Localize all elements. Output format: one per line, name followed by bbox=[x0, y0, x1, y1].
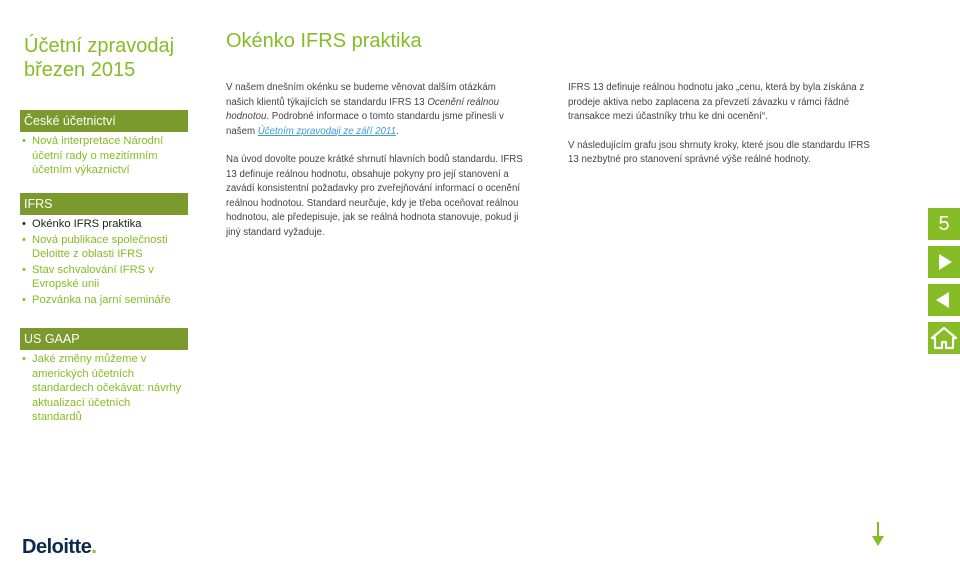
section-us-gaap-list bbox=[22, 352, 182, 426]
sidebar-link[interactable]: • Jaké změny můžeme v amerických účetních standardech očekávat: návrhy aktualizací účetních standardů bbox=[22, 352, 182, 425]
intro-text: V našem dnešním okénku se budeme věnovat dalším otázkám našich klientů týkajících se standardu IFRS 13 bbox=[226, 82, 496, 108]
prev-page-button[interactable] bbox=[928, 284, 960, 316]
section-ceske-ucetnictvi[interactable]: České účetnictví bbox=[20, 110, 188, 132]
deloitte-logo bbox=[22, 536, 96, 559]
page-number: 5 bbox=[928, 208, 960, 240]
logo-dot: . bbox=[91, 536, 97, 558]
play-right-icon bbox=[928, 246, 960, 278]
home-icon bbox=[928, 322, 960, 354]
sidebar bbox=[0, 0, 188, 582]
logo-text: Deloitte bbox=[22, 536, 92, 558]
section-us-gaap[interactable]: US GAAP bbox=[20, 328, 188, 350]
intro-text-2: . Podrobné informace o tomto standardu jsme přinesli v našem bbox=[226, 111, 504, 137]
section-ceske-ucetnictvi-list bbox=[22, 134, 182, 179]
sidebar-link[interactable]: • Pozvánka na jarní semináře bbox=[22, 293, 182, 308]
standard-name: Ocenění reálnou hodnotou bbox=[226, 96, 500, 122]
publication-title-line1: Účetní zpravodaj bbox=[24, 35, 175, 57]
summary-paragraph: Na úvod dovolte pouze krátké shrnutí hlavních bodů standardu. IFRS 13 definuje reálnou hodnotu, obsahuje pokyny pro její stanovení a zavádí konsistentní požadavky pro zveřejňování informací o ocenění reálnou hodnotou. Standard neurčuje, kdy je třeba oceňovat reálnou hodnotou, ale předepisuje, jak se reálná hodnota stanovuje, pokud ji jiný standard vyžaduje. bbox=[226, 154, 523, 238]
home-button[interactable] bbox=[928, 322, 960, 354]
zpravodaj-link[interactable]: Účetním zpravodaji ze září 2011 bbox=[257, 125, 396, 137]
page-title: Okénko IFRS praktika bbox=[226, 30, 422, 52]
sidebar-link-active[interactable]: • Okénko IFRS praktika bbox=[22, 217, 182, 232]
section-ifrs-list bbox=[22, 217, 182, 308]
scroll-down-arrow-icon[interactable] bbox=[868, 520, 888, 548]
intro-text-3: . bbox=[395, 125, 399, 137]
sidebar-link[interactable]: • Nová publikace společnosti Deloitte z oblasti IFRS bbox=[22, 233, 182, 262]
sidebar-link[interactable]: • Stav schvalování IFRS v Evropské unii bbox=[22, 263, 182, 292]
graph-intro-paragraph: V následujícím grafu jsou shrnuty kroky, které jsou dle standardu IFRS 13 nezbytné pro stanovení správné výše reálné hodnoty. bbox=[568, 139, 870, 165]
publication-title bbox=[24, 34, 174, 82]
definition-paragraph: IFRS 13 definuje reálnou hodnotu jako „cenu, která by byla získána z prodeje aktiva nebo zaplacena za převzetí závazku v rámci řádné transakce mezi účastníky trhu ke dni ocenění“. bbox=[568, 82, 865, 122]
intro-paragraph bbox=[226, 81, 526, 139]
publication-date: březen 2015 bbox=[24, 59, 136, 81]
column-left bbox=[226, 81, 526, 254]
next-page-button[interactable] bbox=[928, 246, 960, 278]
section-ifrs[interactable]: IFRS bbox=[20, 193, 188, 215]
column-right bbox=[568, 81, 878, 182]
sidebar-link[interactable]: • Nová interpretace Národní účetní rady o mezitímním účetním výkaznictví bbox=[22, 134, 182, 178]
play-left-icon bbox=[928, 284, 960, 316]
